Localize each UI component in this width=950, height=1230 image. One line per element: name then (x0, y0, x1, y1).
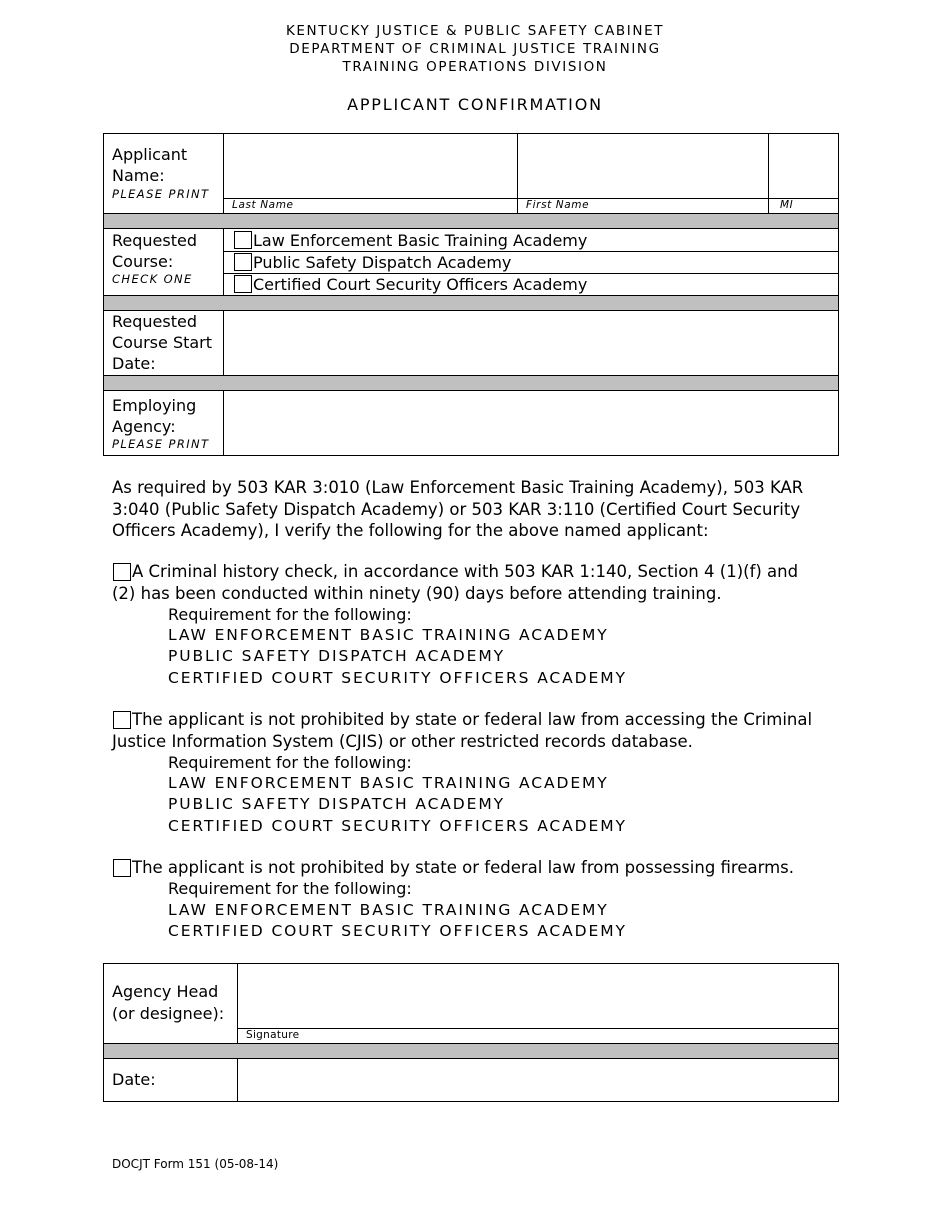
verification-1-text: A Criminal history check, in accordance with 503 KAR 1:140, Section 4 (1)(f) and (2) has been conducted within ninety (90) days before attending training. (112, 562, 799, 603)
course-option-law-enforcement: Law Enforcement Basic Training Academy (253, 231, 588, 250)
verification-2-text: The applicant is not prohibited by state or federal law from accessing the Criminal Justice Information System (CJIS) or other restricted records database. (112, 710, 813, 751)
requested-course-label-1: Requested (112, 231, 197, 250)
header-agency-line2: DEPARTMENT OF CRIMINAL JUSTICE TRAINING (289, 41, 661, 57)
employing-agency-input[interactable] (225, 392, 837, 454)
verification-1-academy: CERTIFIED COURT SECURITY OFFICERS ACADEMY (168, 669, 627, 687)
intro-paragraph: As required by 503 KAR 3:010 (Law Enforcement Basic Training Academy), 503 KAR 3:040 (Public Safety Dispatch Academy) or 503 KAR 3:110 (Certified Court Security Officers Academy), I verify the following for the above named applicant: (112, 478, 804, 540)
verification-3-academy: CERTIFIED COURT SECURITY OFFICERS ACADEMY (168, 922, 627, 940)
first-name-input[interactable] (519, 135, 767, 197)
verification-2-academy: LAW ENFORCEMENT BASIC TRAINING ACADEMY (168, 774, 609, 792)
requested-course-label-2: Course: (112, 252, 174, 271)
start-date-input[interactable] (225, 312, 837, 374)
start-date-label-3: Date: (112, 354, 156, 373)
verification-3-academy: LAW ENFORCEMENT BASIC TRAINING ACADEMY (168, 901, 609, 919)
agency-head-label-2: (or designee): (112, 1004, 225, 1023)
requested-course-sublabel: CHECK ONE (112, 272, 193, 286)
mi-caption: MI (780, 199, 794, 211)
start-date-label-2: Course Start (112, 333, 213, 352)
header-agency-line1: KENTUCKY JUSTICE & PUBLIC SAFETY CABINET (285, 23, 665, 39)
page-title: APPLICANT CONFIRMATION (347, 95, 603, 114)
verification-2-academy: PUBLIC SAFETY DISPATCH ACADEMY (168, 795, 505, 813)
signature-input[interactable] (239, 965, 837, 1027)
last-name-input[interactable] (225, 135, 516, 197)
course-option-checkbox[interactable] (234, 231, 252, 249)
signature-caption: Signature (246, 1029, 300, 1041)
date-label: Date: (112, 1070, 156, 1089)
verification-3-requirement: Requirement for the following: (168, 879, 412, 898)
verification-1-requirement: Requirement for the following: (168, 605, 412, 624)
header-agency-line3: TRAINING OPERATIONS DIVISION (342, 59, 608, 75)
employing-agency-label-1: Employing (112, 396, 197, 415)
separator-bar (104, 213, 838, 229)
form-number: DOCJT Form 151 (05-08-14) (112, 1157, 279, 1171)
course-option-court-security: Certified Court Security Officers Academy (253, 275, 588, 294)
first-name-caption: First Name (526, 199, 590, 211)
course-option-checkbox[interactable] (234, 275, 252, 293)
date-input[interactable] (239, 1060, 837, 1100)
separator-bar (104, 375, 838, 391)
verification-3-text: The applicant is not prohibited by state or federal law from possessing firearms. (132, 858, 795, 877)
last-name-caption: Last Name (232, 199, 294, 211)
verification-2-requirement: Requirement for the following: (168, 753, 412, 772)
separator-bar (104, 295, 838, 311)
course-option-dispatch: Public Safety Dispatch Academy (253, 253, 512, 272)
agency-head-label-1: Agency Head (112, 982, 219, 1001)
separator-bar (104, 1043, 838, 1059)
applicant-name-label-2: Name: (112, 166, 165, 185)
middle-initial-input[interactable] (770, 135, 837, 197)
applicant-name-sublabel: PLEASE PRINT (112, 187, 210, 201)
start-date-label-1: Requested (112, 312, 197, 331)
verification-2-academy: CERTIFIED COURT SECURITY OFFICERS ACADEMY (168, 817, 627, 835)
verification-1-academy: LAW ENFORCEMENT BASIC TRAINING ACADEMY (168, 626, 609, 644)
applicant-name-label-1: Applicant (112, 145, 188, 164)
verification-1-academy: PUBLIC SAFETY DISPATCH ACADEMY (168, 647, 505, 665)
employing-agency-label-2: Agency: (112, 417, 176, 436)
course-option-checkbox[interactable] (234, 253, 252, 271)
employing-agency-sublabel: PLEASE PRINT (112, 437, 210, 451)
